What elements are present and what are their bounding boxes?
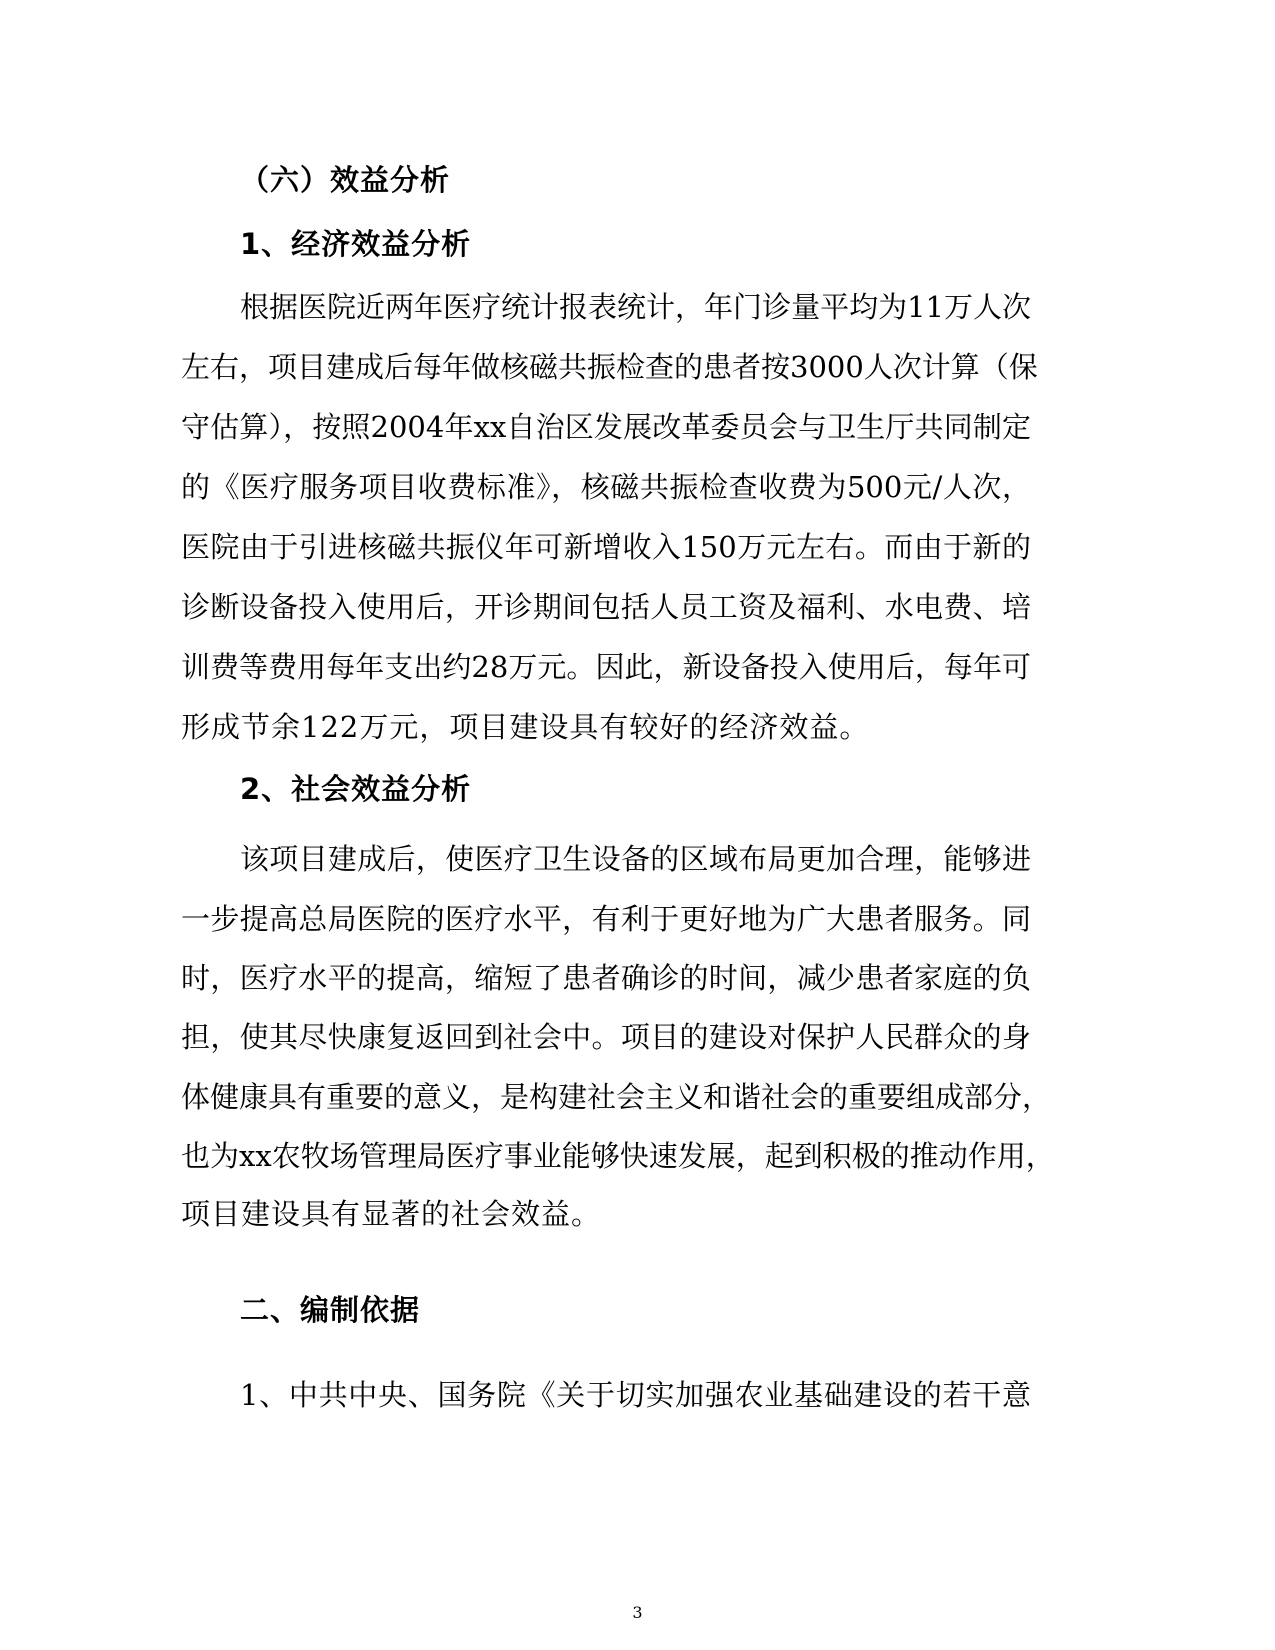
social-paragraph-line-3: 时，医疗水平的提高，缩短了患者确诊的时间，减少患者家庭的负 — [181, 961, 1031, 995]
social-paragraph-line-4: 担，使其尽快康复返回到社会中。项目的建设对保护人民群众的身 — [181, 1020, 1031, 1054]
economic-paragraph-line-7: 训费等费用每年支出约28万元。因此，新设备投入使用后，每年可 — [181, 650, 1031, 684]
economic-paragraph-line-6: 诊断设备投入使用后，开诊期间包括人员工资及福利、水电费、培 — [181, 590, 1031, 624]
economic-paragraph-line-3: 守估算），按照2004年xx自治区发展改革委员会与卫生厅共同制定 — [181, 410, 1031, 444]
section2-heading: 二、编制依据 — [240, 1293, 421, 1327]
economic-paragraph-line-2: 左右，项目建成后每年做核磁共振检查的患者按3000人次计算（保 — [181, 350, 1038, 384]
social-paragraph-line-1: 该项目建成后，使医疗卫生设备的区域布局更加合理，能够进 — [240, 842, 1031, 876]
basis-line-1: 1、中共中央、国务院《关于切实加强农业基础建设的若干意 — [240, 1378, 1031, 1412]
economic-paragraph-line-1: 根据医院近两年医疗统计报表统计，年门诊量平均为11万人次 — [240, 290, 1031, 324]
page-number: 3 — [632, 1603, 643, 1622]
section-heading: （六）效益分析 — [240, 163, 451, 197]
subsection-heading-economic: 1、经济效益分析 — [240, 227, 472, 261]
economic-paragraph-line-8: 形成节余122万元，项目建设具有较好的经济效益。 — [181, 710, 870, 744]
social-paragraph-line-6: 也为xx农牧场管理局医疗事业能够快速发展，起到积极的推动作用， — [181, 1139, 1055, 1173]
social-paragraph-line-5: 体健康具有重要的意义，是构建社会主义和谐社会的重要组成部分， — [181, 1080, 1052, 1114]
social-paragraph-line-2: 一步提高总局医院的医疗水平，有利于更好地为广大患者服务。同 — [181, 902, 1031, 936]
social-paragraph-line-7: 项目建设具有显著的社会效益。 — [181, 1197, 602, 1231]
economic-paragraph-line-4: 的《医疗服务项目收费标准》，核磁共振检查收费为500元/人次， — [181, 470, 1031, 504]
economic-paragraph-line-5: 医院由于引进核磁共振仪年可新增收入150万元左右。而由于新的 — [181, 530, 1031, 564]
subsection-heading-social: 2、社会效益分析 — [240, 772, 472, 806]
